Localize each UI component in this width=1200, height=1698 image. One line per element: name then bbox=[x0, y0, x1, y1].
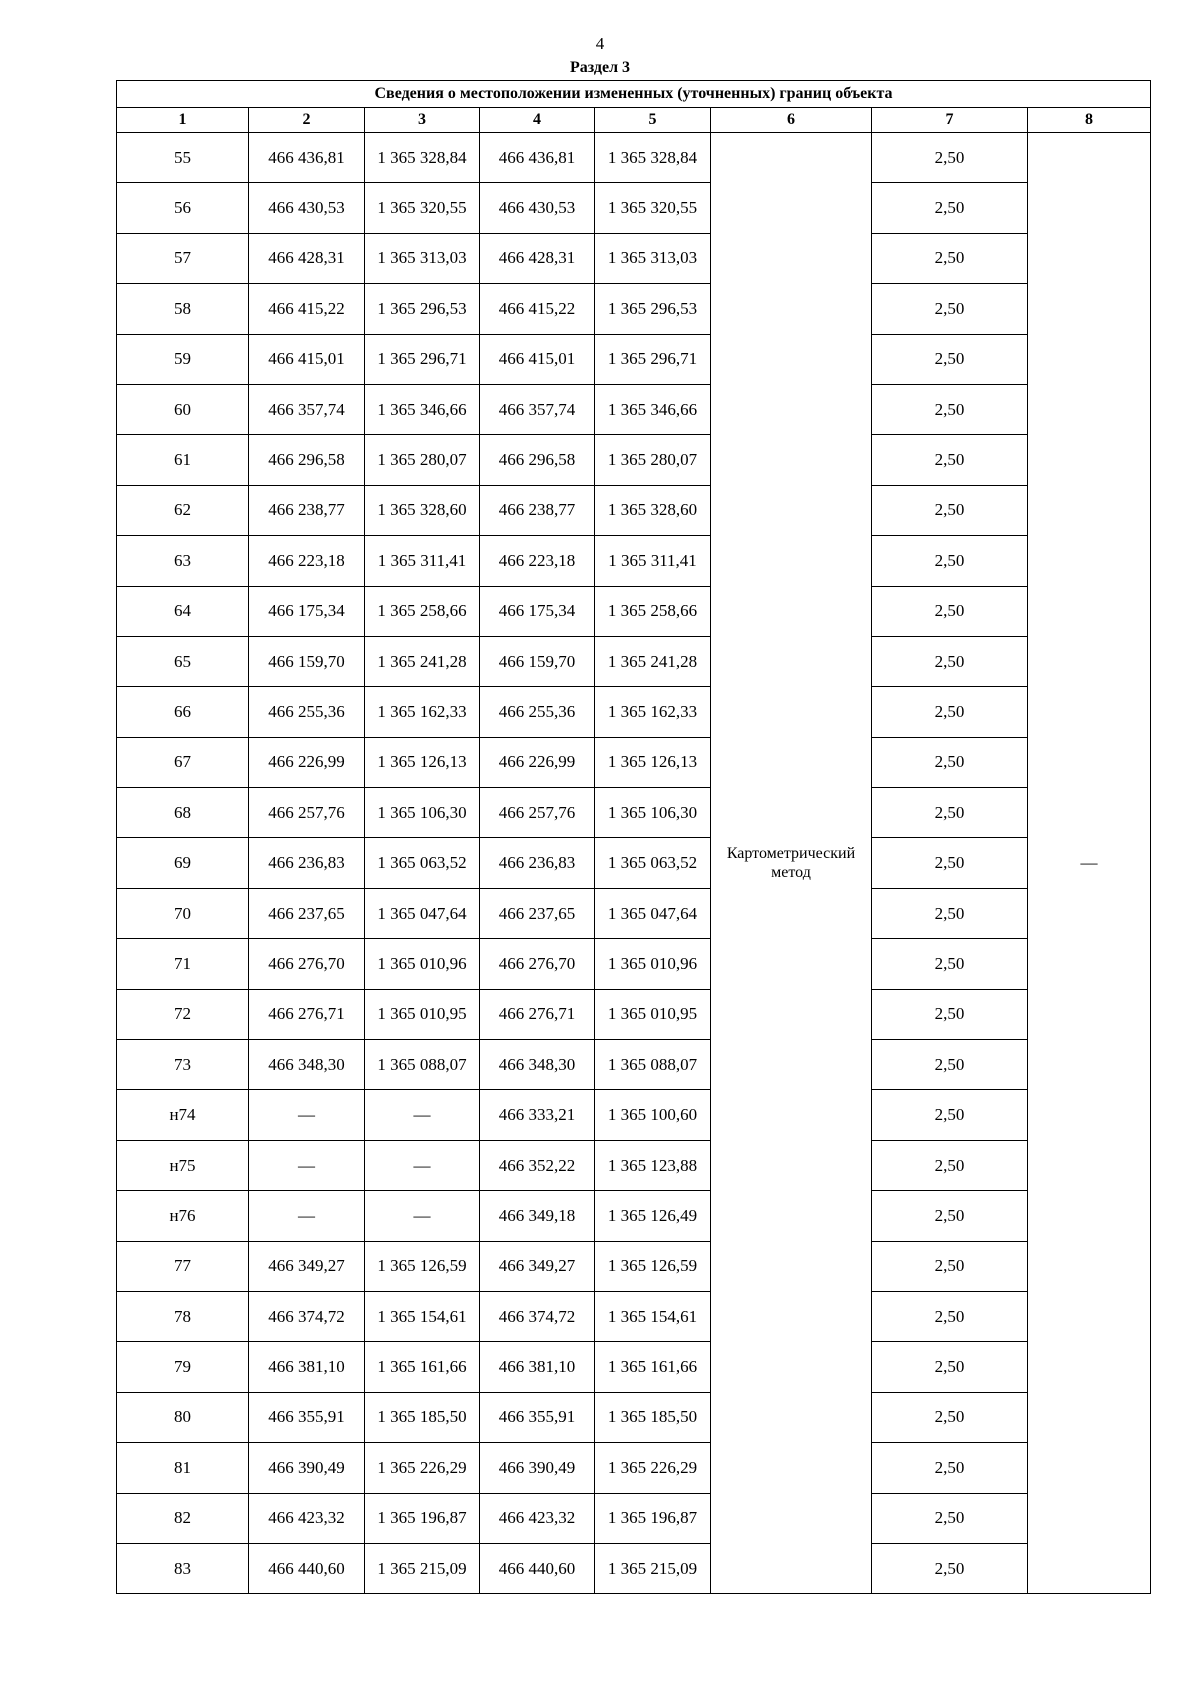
y-refined-cell: 1 365 311,41 bbox=[595, 536, 711, 586]
table-row bbox=[117, 1191, 1151, 1241]
y-existing-cell: 1 365 258,66 bbox=[365, 586, 480, 636]
y-existing-cell: 1 365 010,96 bbox=[365, 939, 480, 989]
y-refined-cell: 1 365 346,66 bbox=[595, 384, 711, 434]
y-refined-cell: 1 365 258,66 bbox=[595, 586, 711, 636]
y-refined-cell: 1 365 215,09 bbox=[595, 1543, 711, 1593]
point-number-cell: 61 bbox=[117, 435, 249, 485]
point-number-cell: 68 bbox=[117, 788, 249, 838]
table-row bbox=[117, 788, 1151, 838]
x-refined-cell: 466 333,21 bbox=[480, 1090, 595, 1140]
x-refined-cell: 466 415,22 bbox=[480, 284, 595, 334]
x-existing-cell: 466 415,22 bbox=[249, 284, 365, 334]
column-header: 1 bbox=[117, 108, 249, 133]
x-existing-cell: 466 415,01 bbox=[249, 334, 365, 384]
y-refined-cell: 1 365 185,50 bbox=[595, 1392, 711, 1442]
point-number-cell: 56 bbox=[117, 183, 249, 233]
y-existing-cell: 1 365 241,28 bbox=[365, 636, 480, 686]
y-existing-cell: 1 365 196,87 bbox=[365, 1493, 480, 1543]
accuracy-cell: 2,50 bbox=[872, 1140, 1028, 1190]
point-number-cell: 58 bbox=[117, 284, 249, 334]
y-existing-cell: 1 365 320,55 bbox=[365, 183, 480, 233]
x-existing-cell: 466 255,36 bbox=[249, 687, 365, 737]
x-refined-cell: 466 423,32 bbox=[480, 1493, 595, 1543]
table-row bbox=[117, 435, 1151, 485]
y-existing-cell: 1 365 126,13 bbox=[365, 737, 480, 787]
y-existing-cell: — bbox=[365, 1140, 480, 1190]
y-refined-cell: 1 365 063,52 bbox=[595, 838, 711, 888]
table-row bbox=[117, 636, 1151, 686]
accuracy-cell: 2,50 bbox=[872, 636, 1028, 686]
x-existing-cell: 466 349,27 bbox=[249, 1241, 365, 1291]
table-row bbox=[117, 384, 1151, 434]
x-refined-cell: 466 159,70 bbox=[480, 636, 595, 686]
y-refined-cell: 1 365 126,13 bbox=[595, 737, 711, 787]
y-refined-cell: 1 365 328,60 bbox=[595, 485, 711, 535]
x-existing-cell: 466 223,18 bbox=[249, 536, 365, 586]
y-existing-cell: 1 365 280,07 bbox=[365, 435, 480, 485]
accuracy-cell: 2,50 bbox=[872, 687, 1028, 737]
point-number-cell: 65 bbox=[117, 636, 249, 686]
y-existing-cell: 1 365 313,03 bbox=[365, 233, 480, 283]
table-caption: Сведения о местоположении измененных (уточненных) границ объекта bbox=[117, 81, 1151, 108]
table-row bbox=[117, 1241, 1151, 1291]
column-8-cell: — bbox=[1028, 133, 1151, 1594]
y-refined-cell: 1 365 100,60 bbox=[595, 1090, 711, 1140]
x-refined-cell: 466 430,53 bbox=[480, 183, 595, 233]
x-refined-cell: 466 352,22 bbox=[480, 1140, 595, 1190]
accuracy-cell: 2,50 bbox=[872, 233, 1028, 283]
y-existing-cell: 1 365 010,95 bbox=[365, 989, 480, 1039]
y-refined-cell: 1 365 154,61 bbox=[595, 1291, 711, 1341]
accuracy-cell: 2,50 bbox=[872, 1241, 1028, 1291]
x-existing-cell: — bbox=[249, 1140, 365, 1190]
table-body bbox=[117, 133, 1151, 1594]
y-existing-cell: 1 365 226,29 bbox=[365, 1443, 480, 1493]
x-existing-cell: 466 159,70 bbox=[249, 636, 365, 686]
y-refined-cell: 1 365 047,64 bbox=[595, 888, 711, 938]
accuracy-cell: 2,50 bbox=[872, 1040, 1028, 1090]
x-refined-cell: 466 415,01 bbox=[480, 334, 595, 384]
y-refined-cell: 1 365 313,03 bbox=[595, 233, 711, 283]
y-refined-cell: 1 365 126,49 bbox=[595, 1191, 711, 1241]
point-number-cell: н75 bbox=[117, 1140, 249, 1190]
x-existing-cell: 466 436,81 bbox=[249, 133, 365, 183]
x-existing-cell: 466 175,34 bbox=[249, 586, 365, 636]
table-row bbox=[117, 1090, 1151, 1140]
point-number-cell: н74 bbox=[117, 1090, 249, 1140]
x-existing-cell: 466 296,58 bbox=[249, 435, 365, 485]
accuracy-cell: 2,50 bbox=[872, 1493, 1028, 1543]
accuracy-cell: 2,50 bbox=[872, 485, 1028, 535]
y-refined-cell: 1 365 320,55 bbox=[595, 183, 711, 233]
x-refined-cell: 466 349,27 bbox=[480, 1241, 595, 1291]
y-refined-cell: 1 365 123,88 bbox=[595, 1140, 711, 1190]
column-header: 3 bbox=[365, 108, 480, 133]
y-existing-cell: 1 365 047,64 bbox=[365, 888, 480, 938]
y-existing-cell: 1 365 126,59 bbox=[365, 1241, 480, 1291]
y-existing-cell: 1 365 185,50 bbox=[365, 1392, 480, 1442]
point-number-cell: 81 bbox=[117, 1443, 249, 1493]
x-refined-cell: 466 390,49 bbox=[480, 1443, 595, 1493]
x-existing-cell: 466 257,76 bbox=[249, 788, 365, 838]
x-refined-cell: 466 276,70 bbox=[480, 939, 595, 989]
y-existing-cell: 1 365 328,84 bbox=[365, 133, 480, 183]
y-existing-cell: 1 365 328,60 bbox=[365, 485, 480, 535]
accuracy-cell: 2,50 bbox=[872, 586, 1028, 636]
table-row bbox=[117, 284, 1151, 334]
y-existing-cell: — bbox=[365, 1191, 480, 1241]
method-cell: Картометрический метод bbox=[711, 133, 872, 1594]
x-existing-cell: 466 276,71 bbox=[249, 989, 365, 1039]
table-row bbox=[117, 334, 1151, 384]
x-existing-cell: 466 374,72 bbox=[249, 1291, 365, 1341]
table-row bbox=[117, 888, 1151, 938]
x-existing-cell: 466 430,53 bbox=[249, 183, 365, 233]
x-refined-cell: 466 374,72 bbox=[480, 1291, 595, 1341]
point-number-cell: 79 bbox=[117, 1342, 249, 1392]
x-refined-cell: 466 440,60 bbox=[480, 1543, 595, 1593]
x-refined-cell: 466 238,77 bbox=[480, 485, 595, 535]
point-number-cell: 78 bbox=[117, 1291, 249, 1341]
y-existing-cell: 1 365 296,53 bbox=[365, 284, 480, 334]
table-row bbox=[117, 183, 1151, 233]
x-refined-cell: 466 357,74 bbox=[480, 384, 595, 434]
accuracy-cell: 2,50 bbox=[872, 1443, 1028, 1493]
table-row bbox=[117, 1140, 1151, 1190]
x-refined-cell: 466 223,18 bbox=[480, 536, 595, 586]
point-number-cell: 73 bbox=[117, 1040, 249, 1090]
point-number-cell: 77 bbox=[117, 1241, 249, 1291]
accuracy-cell: 2,50 bbox=[872, 788, 1028, 838]
x-refined-cell: 466 355,91 bbox=[480, 1392, 595, 1442]
table-row bbox=[117, 1392, 1151, 1442]
point-number-cell: 69 bbox=[117, 838, 249, 888]
x-existing-cell: 466 238,77 bbox=[249, 485, 365, 535]
x-existing-cell: 466 390,49 bbox=[249, 1443, 365, 1493]
column-header-row bbox=[117, 108, 1151, 133]
y-existing-cell: — bbox=[365, 1090, 480, 1140]
y-existing-cell: 1 365 346,66 bbox=[365, 384, 480, 434]
y-existing-cell: 1 365 311,41 bbox=[365, 536, 480, 586]
x-existing-cell: 466 348,30 bbox=[249, 1040, 365, 1090]
column-header: 4 bbox=[480, 108, 595, 133]
y-existing-cell: 1 365 154,61 bbox=[365, 1291, 480, 1341]
accuracy-cell: 2,50 bbox=[872, 737, 1028, 787]
table-row bbox=[117, 1443, 1151, 1493]
table-row bbox=[117, 1493, 1151, 1543]
point-number-cell: 60 bbox=[117, 384, 249, 434]
x-existing-cell: 466 226,99 bbox=[249, 737, 365, 787]
y-refined-cell: 1 365 241,28 bbox=[595, 636, 711, 686]
point-number-cell: н76 bbox=[117, 1191, 249, 1241]
x-existing-cell: 466 381,10 bbox=[249, 1342, 365, 1392]
x-existing-cell: 466 237,65 bbox=[249, 888, 365, 938]
accuracy-cell: 2,50 bbox=[872, 939, 1028, 989]
page-number: 4 bbox=[595, 34, 605, 53]
y-existing-cell: 1 365 161,66 bbox=[365, 1342, 480, 1392]
point-number-cell: 57 bbox=[117, 233, 249, 283]
table-row bbox=[117, 1543, 1151, 1593]
y-refined-cell: 1 365 196,87 bbox=[595, 1493, 711, 1543]
accuracy-cell: 2,50 bbox=[872, 1191, 1028, 1241]
y-refined-cell: 1 365 226,29 bbox=[595, 1443, 711, 1493]
table-row bbox=[117, 133, 1151, 183]
x-refined-cell: 466 381,10 bbox=[480, 1342, 595, 1392]
y-existing-cell: 1 365 162,33 bbox=[365, 687, 480, 737]
accuracy-cell: 2,50 bbox=[872, 284, 1028, 334]
column-header: 8 bbox=[1028, 108, 1151, 133]
point-number-cell: 70 bbox=[117, 888, 249, 938]
accuracy-cell: 2,50 bbox=[872, 1291, 1028, 1341]
accuracy-cell: 2,50 bbox=[872, 183, 1028, 233]
table-row bbox=[117, 687, 1151, 737]
y-refined-cell: 1 365 106,30 bbox=[595, 788, 711, 838]
y-refined-cell: 1 365 296,71 bbox=[595, 334, 711, 384]
y-refined-cell: 1 365 161,66 bbox=[595, 1342, 711, 1392]
column-header: 6 bbox=[711, 108, 872, 133]
y-refined-cell: 1 365 296,53 bbox=[595, 284, 711, 334]
x-existing-cell: — bbox=[249, 1090, 365, 1140]
x-existing-cell: 466 355,91 bbox=[249, 1392, 365, 1442]
y-refined-cell: 1 365 162,33 bbox=[595, 687, 711, 737]
y-existing-cell: 1 365 215,09 bbox=[365, 1543, 480, 1593]
point-number-cell: 63 bbox=[117, 536, 249, 586]
x-existing-cell: 466 423,32 bbox=[249, 1493, 365, 1543]
accuracy-cell: 2,50 bbox=[872, 1392, 1028, 1442]
section-title: Раздел 3 bbox=[569, 59, 631, 76]
x-refined-cell: 466 236,83 bbox=[480, 838, 595, 888]
x-refined-cell: 466 226,99 bbox=[480, 737, 595, 787]
x-refined-cell: 466 257,76 bbox=[480, 788, 595, 838]
accuracy-cell: 2,50 bbox=[872, 334, 1028, 384]
accuracy-cell: 2,50 bbox=[872, 1090, 1028, 1140]
column-header: 5 bbox=[595, 108, 711, 133]
accuracy-cell: 2,50 bbox=[872, 536, 1028, 586]
point-number-cell: 71 bbox=[117, 939, 249, 989]
y-refined-cell: 1 365 088,07 bbox=[595, 1040, 711, 1090]
x-refined-cell: 466 436,81 bbox=[480, 133, 595, 183]
x-refined-cell: 466 276,71 bbox=[480, 989, 595, 1039]
x-existing-cell: 466 276,70 bbox=[249, 939, 365, 989]
table-row bbox=[117, 939, 1151, 989]
point-number-cell: 72 bbox=[117, 989, 249, 1039]
y-existing-cell: 1 365 063,52 bbox=[365, 838, 480, 888]
table-row bbox=[117, 989, 1151, 1039]
x-existing-cell: 466 428,31 bbox=[249, 233, 365, 283]
y-existing-cell: 1 365 106,30 bbox=[365, 788, 480, 838]
x-refined-cell: 466 296,58 bbox=[480, 435, 595, 485]
accuracy-cell: 2,50 bbox=[872, 989, 1028, 1039]
y-refined-cell: 1 365 328,84 bbox=[595, 133, 711, 183]
point-number-cell: 62 bbox=[117, 485, 249, 535]
accuracy-cell: 2,50 bbox=[872, 133, 1028, 183]
table-row bbox=[117, 838, 1151, 888]
x-refined-cell: 466 428,31 bbox=[480, 233, 595, 283]
table-row bbox=[117, 233, 1151, 283]
accuracy-cell: 2,50 bbox=[872, 384, 1028, 434]
accuracy-cell: 2,50 bbox=[872, 1342, 1028, 1392]
x-refined-cell: 466 348,30 bbox=[480, 1040, 595, 1090]
x-refined-cell: 466 237,65 bbox=[480, 888, 595, 938]
x-refined-cell: 466 255,36 bbox=[480, 687, 595, 737]
y-refined-cell: 1 365 010,96 bbox=[595, 939, 711, 989]
x-refined-cell: 466 349,18 bbox=[480, 1191, 595, 1241]
x-refined-cell: 466 175,34 bbox=[480, 586, 595, 636]
x-existing-cell: 466 357,74 bbox=[249, 384, 365, 434]
point-number-cell: 59 bbox=[117, 334, 249, 384]
accuracy-cell: 2,50 bbox=[872, 435, 1028, 485]
table-row bbox=[117, 536, 1151, 586]
y-refined-cell: 1 365 010,95 bbox=[595, 989, 711, 1039]
point-number-cell: 66 bbox=[117, 687, 249, 737]
point-number-cell: 82 bbox=[117, 1493, 249, 1543]
table-row bbox=[117, 1342, 1151, 1392]
table-row bbox=[117, 1291, 1151, 1341]
point-number-cell: 64 bbox=[117, 586, 249, 636]
y-refined-cell: 1 365 126,59 bbox=[595, 1241, 711, 1291]
table-row bbox=[117, 737, 1151, 787]
point-number-cell: 67 bbox=[117, 737, 249, 787]
column-header: 2 bbox=[249, 108, 365, 133]
table-row bbox=[117, 586, 1151, 636]
accuracy-cell: 2,50 bbox=[872, 838, 1028, 888]
point-number-cell: 83 bbox=[117, 1543, 249, 1593]
column-header: 7 bbox=[872, 108, 1028, 133]
accuracy-cell: 2,50 bbox=[872, 1543, 1028, 1593]
y-existing-cell: 1 365 296,71 bbox=[365, 334, 480, 384]
accuracy-cell: 2,50 bbox=[872, 888, 1028, 938]
point-number-cell: 55 bbox=[117, 133, 249, 183]
table-row bbox=[117, 1040, 1151, 1090]
y-refined-cell: 1 365 280,07 bbox=[595, 435, 711, 485]
x-existing-cell: — bbox=[249, 1191, 365, 1241]
point-number-cell: 80 bbox=[117, 1392, 249, 1442]
y-existing-cell: 1 365 088,07 bbox=[365, 1040, 480, 1090]
x-existing-cell: 466 440,60 bbox=[249, 1543, 365, 1593]
boundary-coordinates-table bbox=[116, 80, 1151, 1594]
x-existing-cell: 466 236,83 bbox=[249, 838, 365, 888]
table-row bbox=[117, 485, 1151, 535]
